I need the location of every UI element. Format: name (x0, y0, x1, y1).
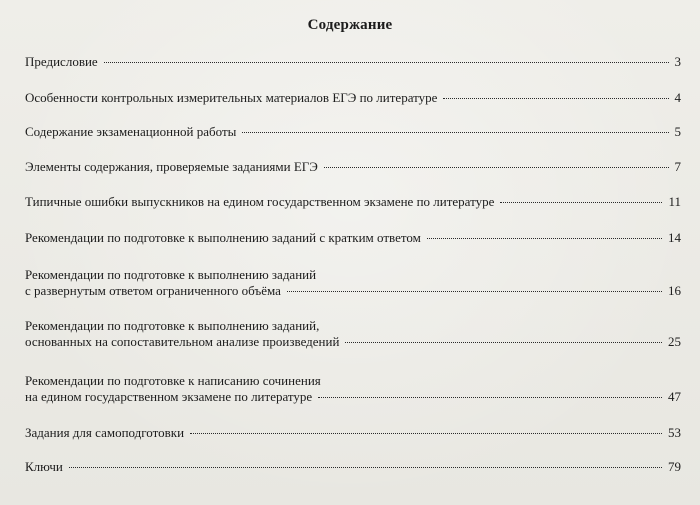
toc-entry (25, 54, 681, 70)
toc-entry-label: Предисловие (25, 54, 98, 69)
toc-entry-label: Особенности контрольных измерительных материалов ЕГЭ по литературе (25, 90, 438, 105)
toc-entry (25, 267, 681, 299)
toc-leader-dots (345, 342, 662, 343)
toc-entry-page: 53 (668, 425, 681, 440)
toc-leader-dots (427, 238, 662, 239)
toc-entry-label: основанных на сопоставительном анализе произведений (25, 334, 340, 349)
toc-entry (25, 318, 681, 350)
toc-entry-page: 25 (668, 334, 681, 349)
toc-entry (25, 230, 681, 246)
toc-entry-page: 79 (668, 459, 681, 474)
toc-entry-page: 16 (668, 283, 681, 298)
toc-entry-page: 11 (668, 194, 681, 209)
toc-entry-page: 7 (674, 159, 681, 174)
toc-entry (25, 194, 681, 210)
toc-leader-dots (242, 132, 668, 133)
toc-entry-first-line: Рекомендации по подготовке к выполнению заданий (25, 267, 317, 282)
toc-leader-dots (443, 98, 668, 99)
toc-entry-label: Задания для самоподготовки (25, 425, 185, 440)
toc-entry-label: на едином государственном экзамене по литературе (25, 389, 313, 404)
toc-entry-label: Элементы содержания, проверяемые заданиями ЕГЭ (25, 159, 318, 174)
toc-entry (25, 124, 681, 140)
toc-entry-first-line: Рекомендации по подготовке к выполнению заданий, (25, 318, 320, 333)
toc-entry-page: 47 (668, 389, 681, 404)
toc-entry-page: 3 (674, 54, 681, 69)
toc-entry-page: 4 (674, 90, 681, 105)
toc-entry-first-line: Рекомендации по подготовке к написанию сочинения (25, 373, 321, 388)
toc-leader-dots (324, 167, 669, 168)
toc-entry-page: 14 (668, 230, 681, 245)
page-title: Содержание (307, 17, 393, 33)
toc-entry-label: с развернутым ответом ограниченного объёма (25, 283, 281, 298)
toc-leader-dots (500, 202, 662, 203)
toc-entry-label: Типичные ошибки выпускников на едином государственном экзамене по литературе (25, 194, 495, 209)
toc-leader-dots (104, 62, 669, 63)
toc-entry-label: Рекомендации по подготовке к выполнению заданий с кратким ответом (25, 230, 421, 245)
toc-leader-dots (69, 467, 662, 468)
toc-entry (25, 459, 681, 475)
toc-entry-label: Ключи (25, 459, 63, 474)
toc-entry-page: 5 (674, 124, 681, 139)
toc-entry (25, 425, 681, 441)
toc-leader-dots (318, 397, 662, 398)
toc-entry (25, 159, 681, 175)
toc-entry (25, 373, 681, 405)
toc-leader-dots (287, 291, 662, 292)
toc-entry (25, 90, 681, 106)
toc-entry-label: Содержание экзаменационной работы (25, 124, 237, 139)
toc-leader-dots (190, 433, 662, 434)
